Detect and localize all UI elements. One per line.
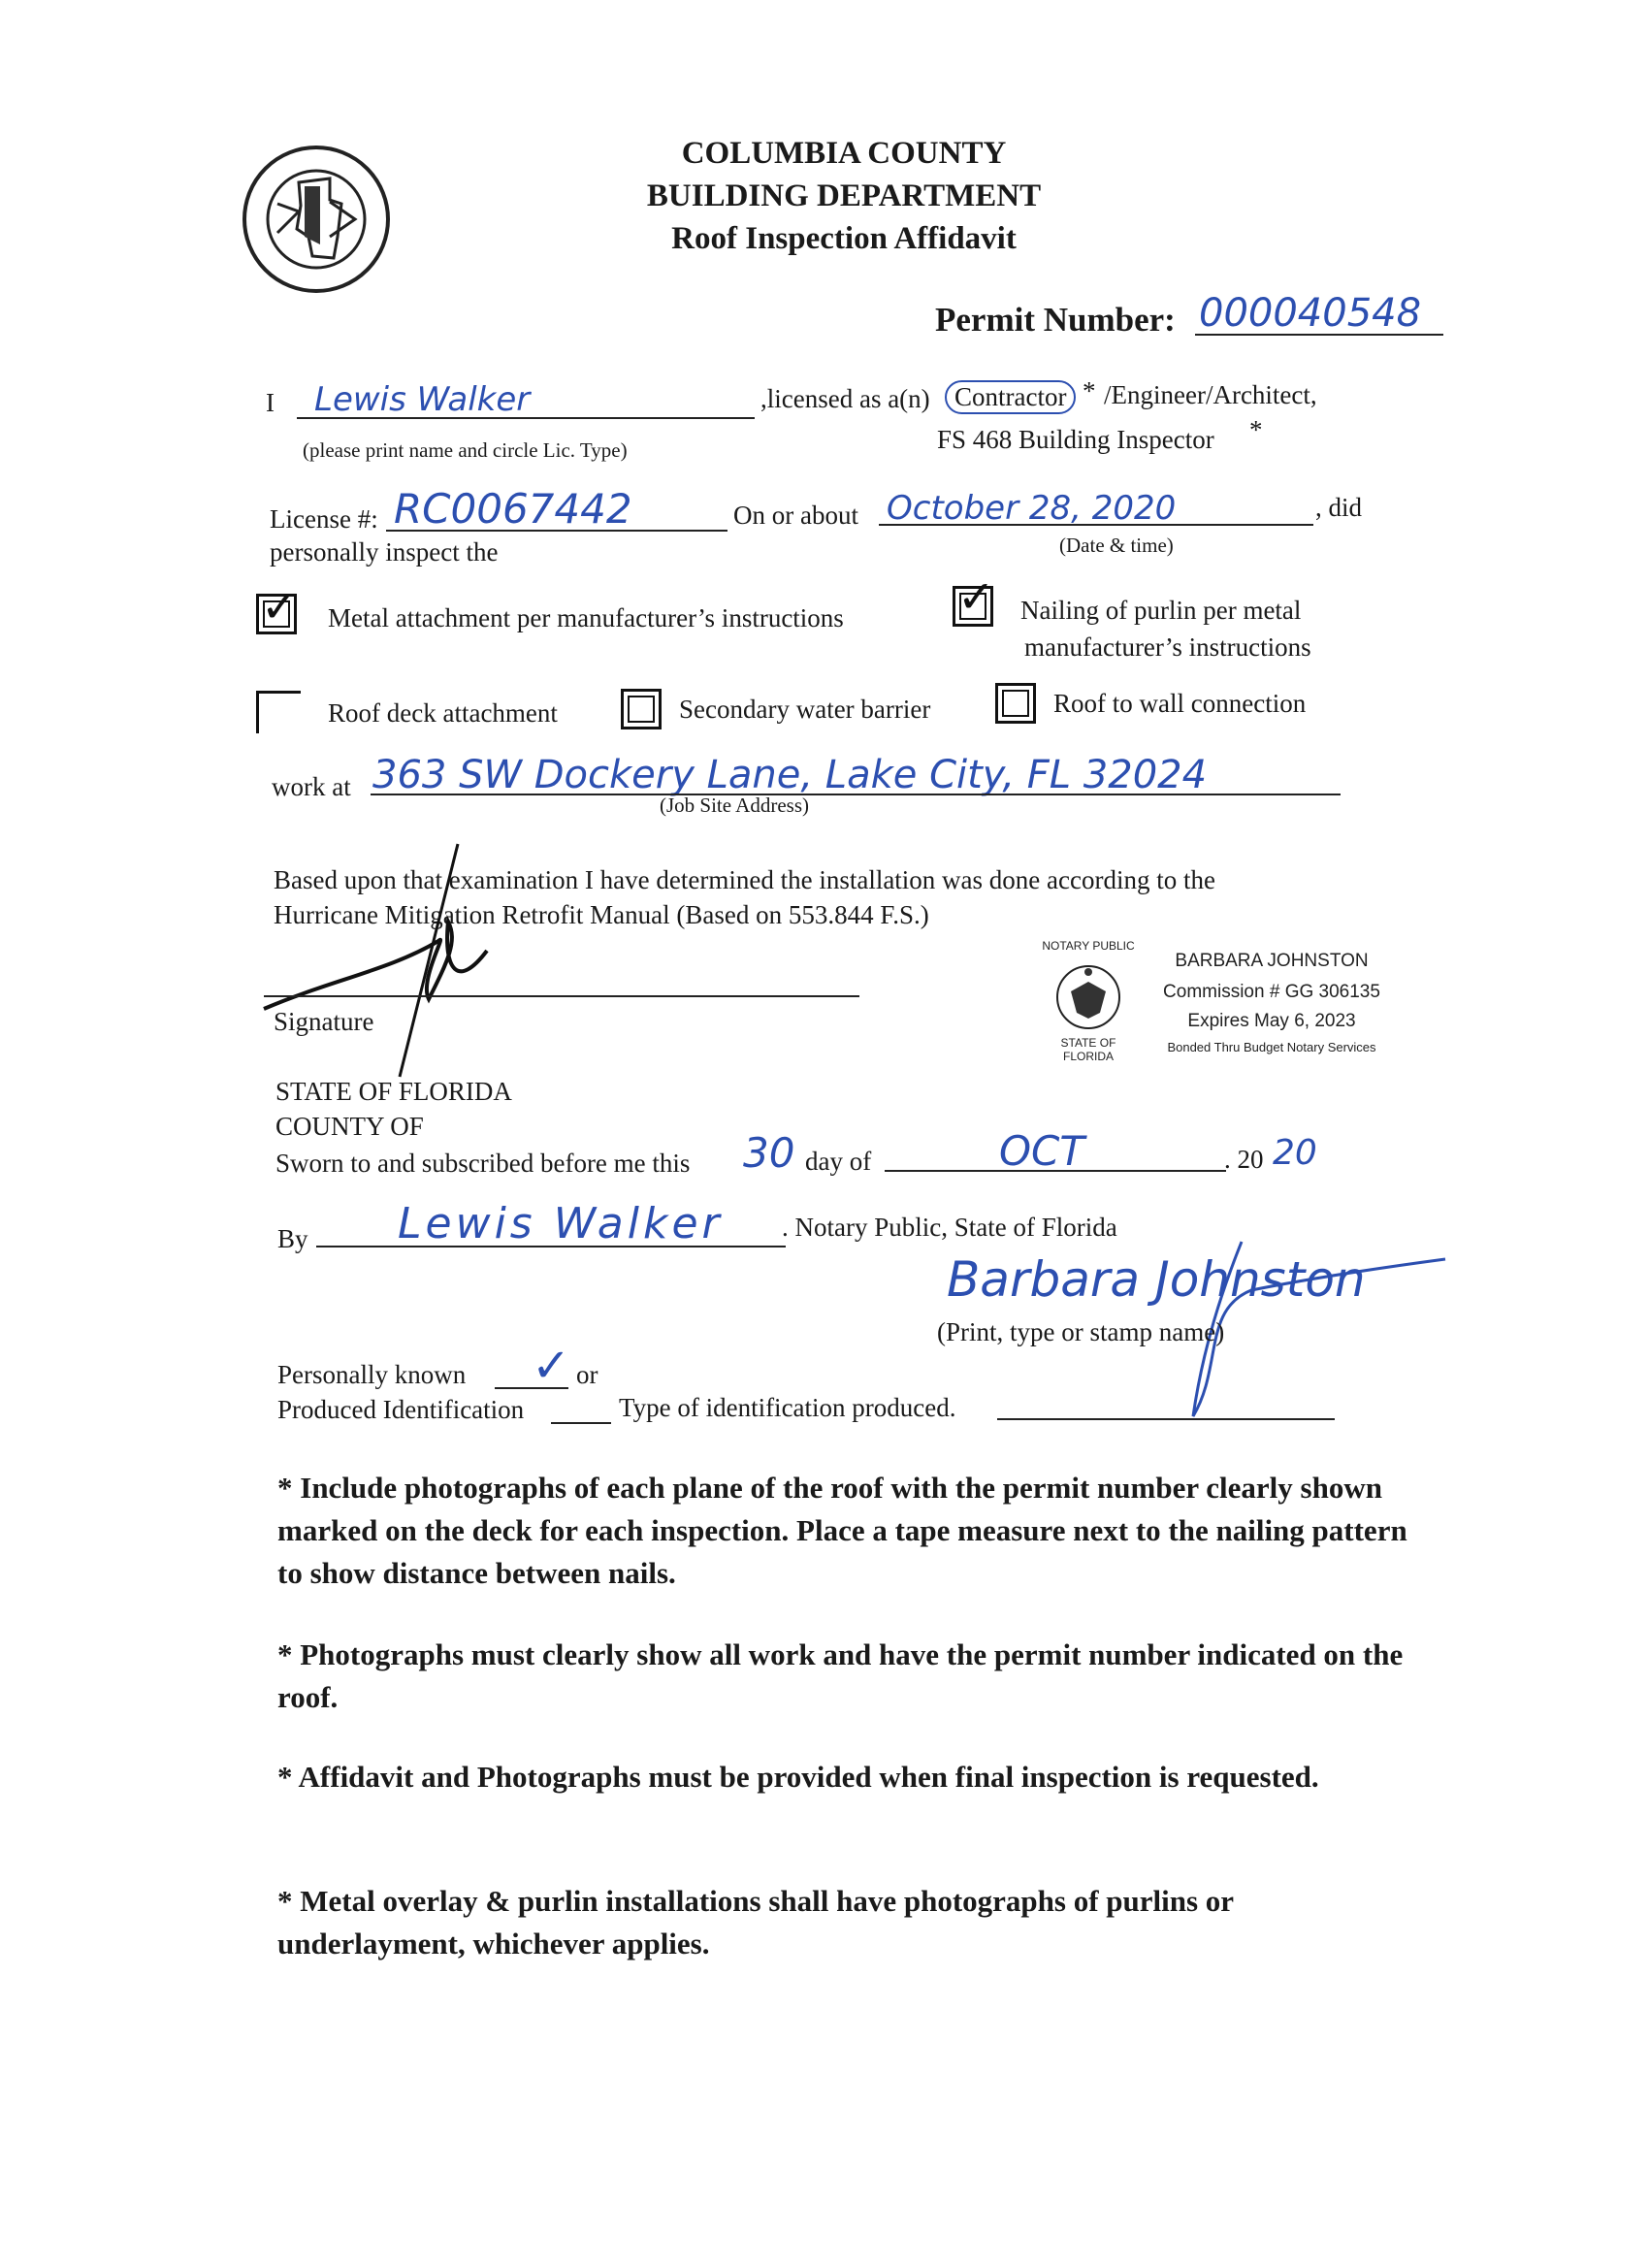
job-site-address-note: (Job Site Address) [660,794,809,817]
metal-attachment-label: Metal attachment per manufacturer’s instructions [328,603,844,632]
by-name-line [316,1246,786,1247]
notary-expires: Expires May 6, 2023 [1187,1011,1356,1031]
county-seal [241,144,392,295]
or-text: or [576,1360,598,1389]
personally-known-line [495,1387,568,1389]
state-of-florida: STATE OF FLORIDA [275,1077,512,1106]
statement-line-2: Hurricane Mitigation Retrofit Manual (Based on 553.844 F.S.) [274,900,929,929]
id-type-line [997,1418,1335,1420]
nailing-purlin-label: Nailing of purlin per metal [1020,596,1302,625]
affiant-prefix: I [266,388,275,417]
nailing-purlin-checkbox[interactable] [953,572,995,627]
on-or-about-label: On or about [733,501,858,530]
inspector-signature-icon [254,834,506,1086]
affiant-name-line [297,417,755,419]
day-of-text: day of [805,1147,872,1176]
note-1: * Include photographs of each plane of the roof with the permit number clearly shown marked on the deck for each inspection. Place a tape measure next to the nailing pattern to show distance between nails. [277,1471,1407,1590]
header-line-2: BUILDING DEPARTMENT [646,178,1042,213]
check-mark-icon: ✓ [957,572,995,622]
note-2: * Photographs must clearly show all work and have the permit number indicated on the roof. [277,1637,1404,1714]
job-site-address-line [371,794,1341,795]
statement-line-1: Based upon that examination I have determined the installation was done according to the [274,865,1215,894]
permit-number-line [1195,334,1443,336]
personally-known-label: Personally known [277,1360,467,1389]
metal-attachment-checkbox[interactable] [256,582,299,634]
roof-deck-checkbox[interactable] [256,691,301,733]
permit-number-value[interactable]: 000040548 [1199,291,1422,336]
roof-to-wall-checkbox[interactable] [995,683,1036,724]
produced-identification-label: Produced Identification [277,1395,525,1424]
licensed-as-text: ,licensed as a(n) [760,384,930,413]
fs-building-inspector: FS 468 Building Inspector [937,425,1214,454]
print-name-note: (Print, type or stamp name) [937,1317,1225,1346]
affiant-name[interactable]: Lewis Walker [314,380,531,419]
roof-to-wall-label: Roof to wall connection [1053,689,1307,718]
note-3: * Affidavit and Photographs must be provided when final inspection is requested. [277,1760,1319,1794]
header-line-1: COLUMBIA COUNTY [681,136,1007,171]
notary-commission: Commission # GG 306135 [1163,982,1380,1002]
personally-inspect-text: personally inspect the [270,537,499,567]
secondary-water-barrier-checkbox[interactable] [621,689,662,729]
notary-signature: Barbara Johnston [947,1251,1366,1308]
job-site-address-value[interactable]: 363 SW Dockery Lane, Lake City, FL 32024 [372,753,1208,797]
header-title: Roof Inspection Affidavit [671,221,1017,256]
license-number-value[interactable]: RC0067442 [394,485,632,533]
affiant-name-note: (please print name and circle Lic. Type) [303,438,628,462]
notary-bonded: Bonded Thru Budget Notary Services [1167,1040,1376,1054]
by-label: By [277,1224,308,1253]
license-label: License #: [270,504,378,534]
signature-label: Signature [274,1007,374,1036]
permit-number-label: Permit Number: [935,301,1176,339]
roof-deck-label: Roof deck attachment [328,698,558,728]
license-type-asterisk: * [1083,376,1096,405]
work-at-label: work at [272,772,351,801]
nailing-purlin-label-line2: manufacturer’s instructions [1024,632,1311,662]
notary-name: BARBARA JOHNSTON [1175,951,1369,971]
county-of: COUNTY OF [275,1112,424,1141]
license-number-line [386,530,728,532]
license-type-rest: /Engineer/Architect, [1104,380,1317,409]
county-seal-icon [241,144,392,295]
notary-seal-top-text: NOTARY PUBLIC [1042,939,1135,953]
sworn-year-value[interactable]: 20 [1273,1133,1317,1173]
notary-public-label: . Notary Public, State of Florida [782,1213,1117,1242]
personally-known-check[interactable]: ✓ [532,1339,571,1393]
sworn-text: Sworn to and subscribed before me this [275,1149,691,1178]
notary-seal [1032,939,1145,1063]
notary-seal-bottom-text: STATE OF FLORIDA [1060,1036,1116,1063]
secondary-water-barrier-label: Secondary water barrier [679,695,931,724]
year-prefix: . 20 [1224,1145,1264,1174]
id-type-label: Type of identification produced. [619,1393,956,1422]
sworn-month-value[interactable]: OCT [999,1127,1085,1175]
signature-line [264,995,859,997]
inspection-date-line [879,524,1313,526]
note-4: * Metal overlay & purlin installations shall have photographs of purlins or underlayment, whichever applies. [277,1884,1234,1960]
fs-asterisk: * [1249,415,1263,444]
sworn-day-value[interactable]: 30 [743,1129,795,1177]
produced-identification-line [551,1422,611,1424]
sworn-month-line [885,1170,1226,1172]
license-type-selected[interactable]: Contractor [945,380,1076,414]
did-text: , did [1315,493,1363,522]
by-name-value[interactable]: Lewis Walker [398,1199,724,1248]
check-mark-icon: ✓ [261,582,299,632]
date-time-note: (Date & time) [1059,534,1174,557]
inspection-date-value[interactable]: October 28, 2020 [887,489,1177,528]
